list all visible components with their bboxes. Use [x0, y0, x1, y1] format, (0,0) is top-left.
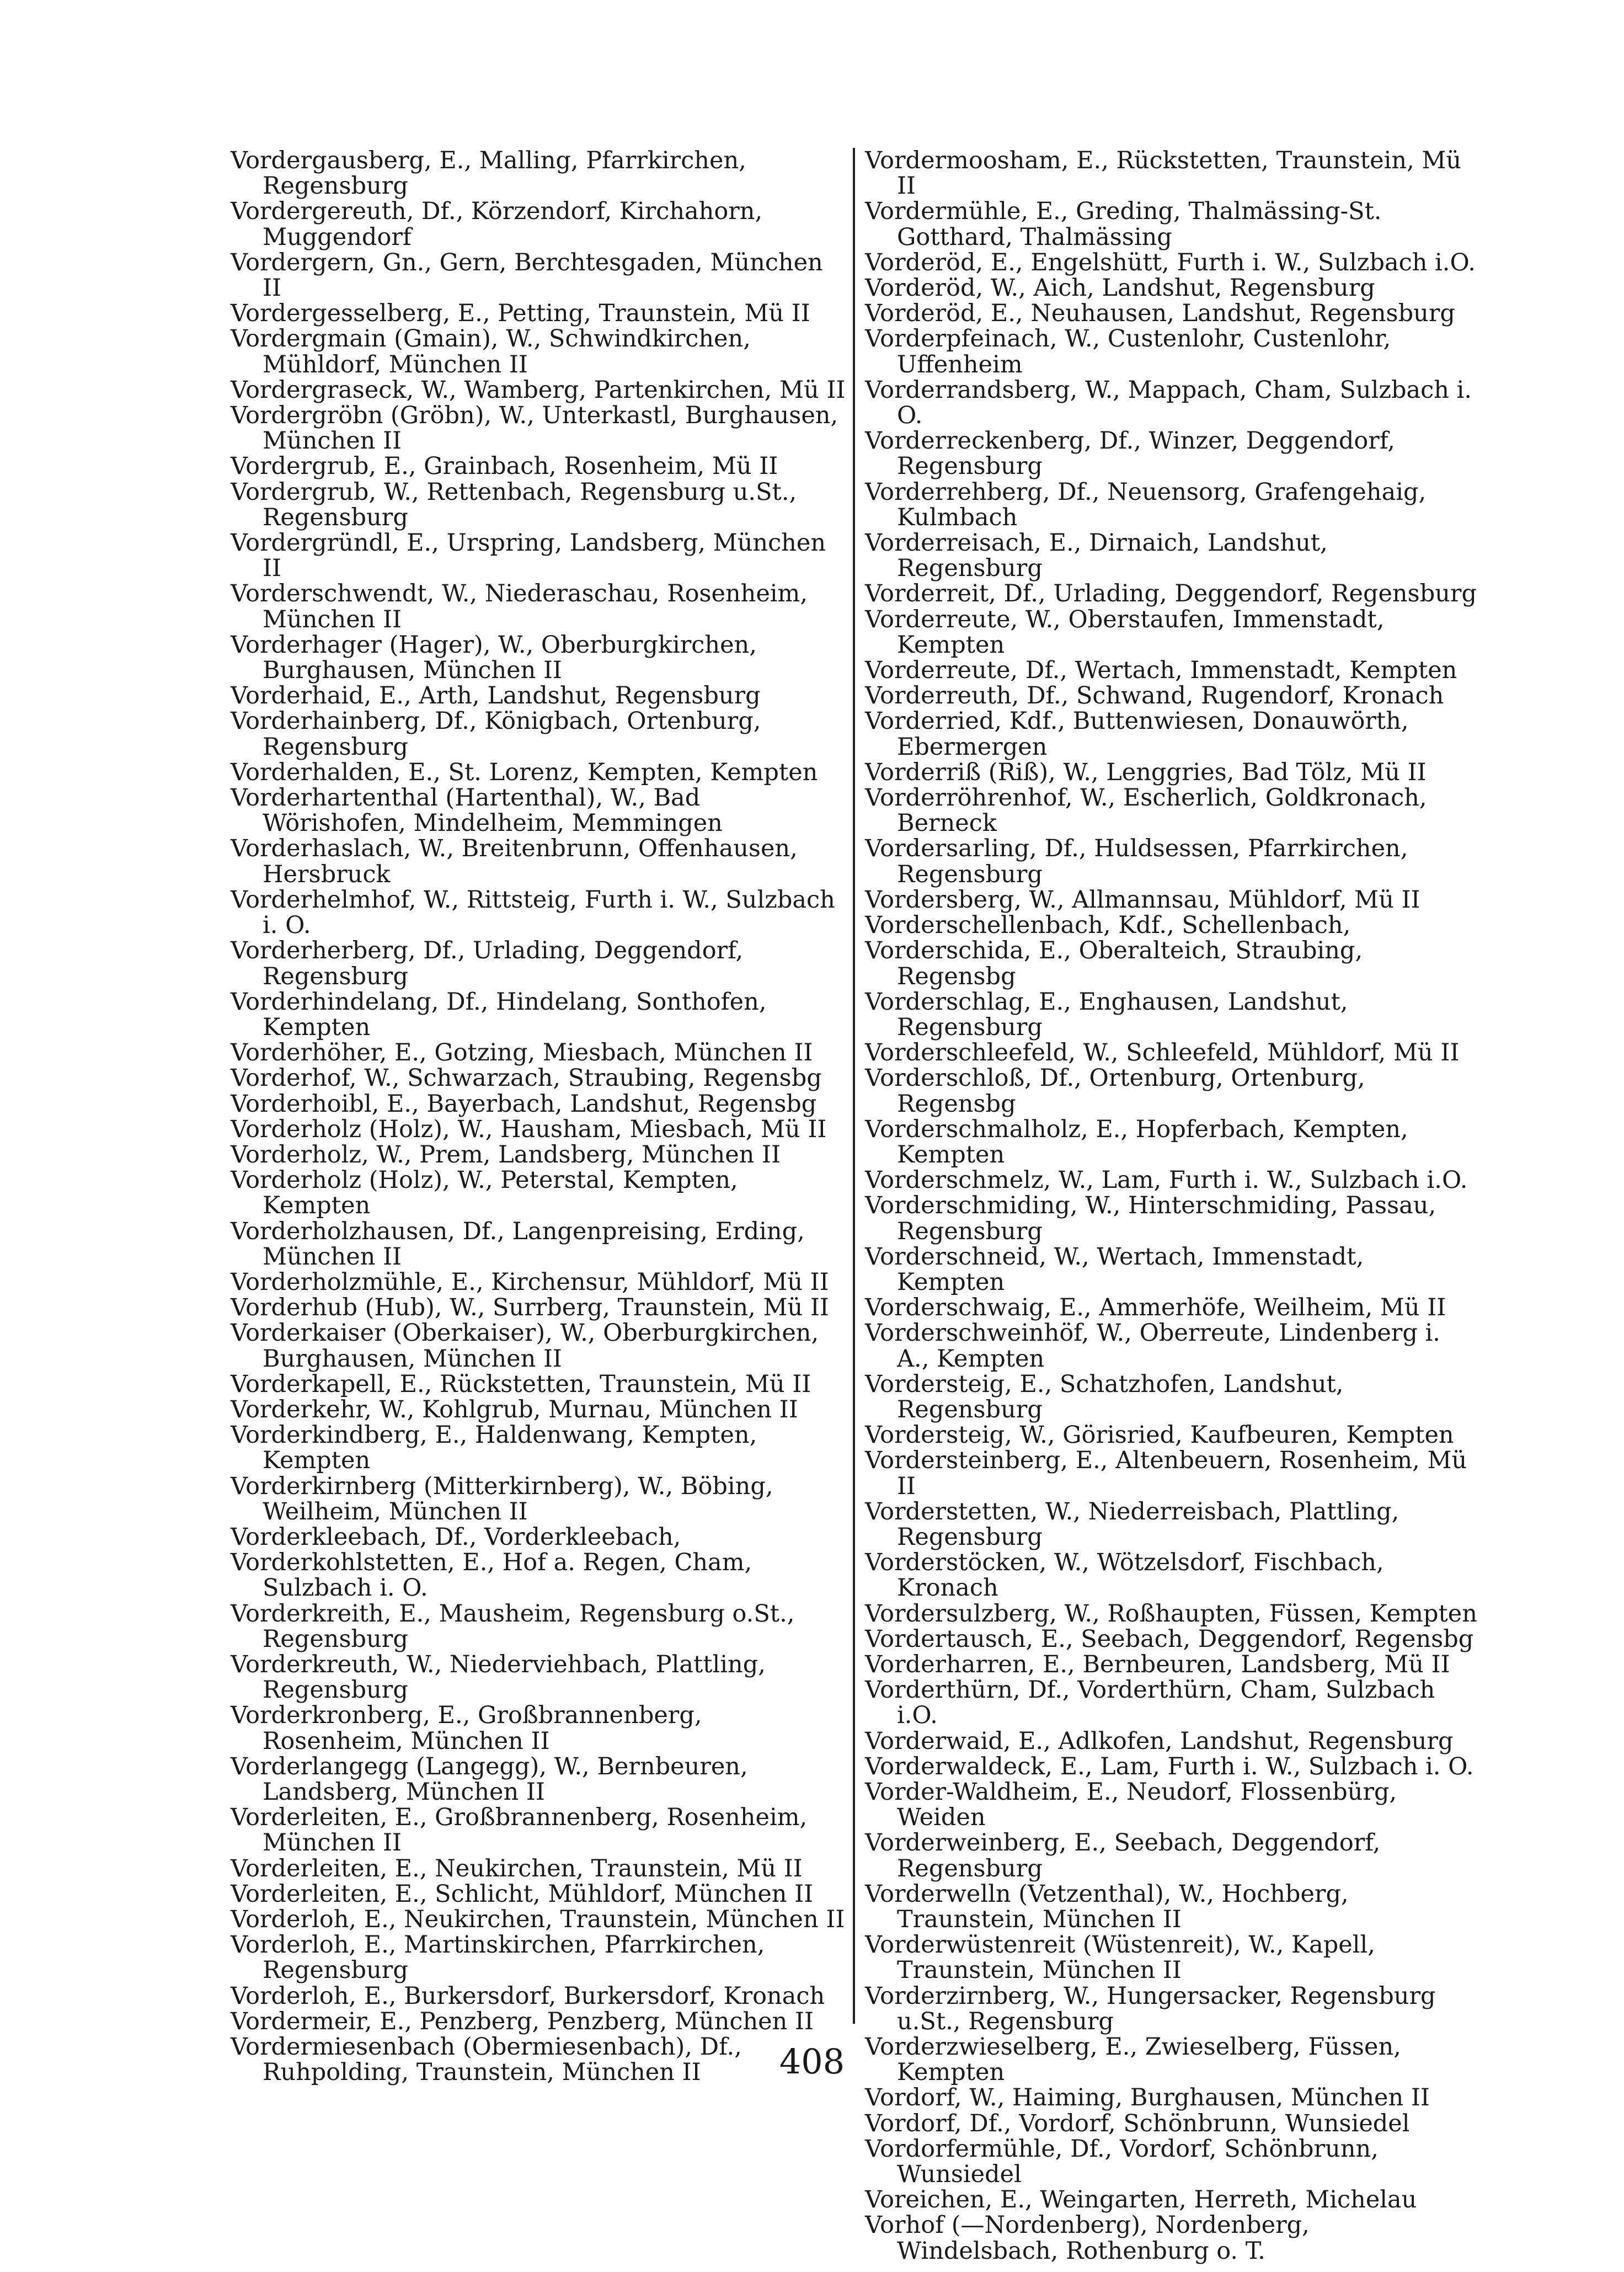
place-entry: Vorderpfeinach, W., Custenlohr, Custenlohr, Uffenheim: [865, 325, 1391, 378]
place-entry: Vorderschmiding, W., Hinterschmiding, Passau, Regensburg: [865, 1192, 1436, 1245]
place-entry: Vorderkleebach, Df., Vorderkleebach,: [231, 1523, 681, 1551]
place-entry: Vorderholz, W., Prem, Landsberg, München II: [231, 1140, 781, 1169]
place-entry: Vorderschellenbach, Kdf., Schellenbach,: [865, 911, 1351, 940]
place-entry: Vorhof (—Nordenberg), Nordenberg, Windelsbach, Rothenburg o. T.: [865, 2211, 1310, 2265]
place-entry: Vorderhoibl, E., Bayerbach, Landshut, Regensbg: [231, 1090, 817, 1118]
place-entry: Vordergrub, W., Rettenbach, Regensburg u.St., Regensburg: [231, 478, 797, 531]
place-entry: Vorderloh, E., Martinskirchen, Pfarrkirchen, Regensburg: [231, 1931, 765, 1985]
place-entry: Vorderkreuth, W., Niederviehbach, Plattling, Regensburg: [231, 1650, 766, 1704]
place-entry: Vorderschmalholz, E., Hopferbach, Kempten, Kempten: [865, 1115, 1408, 1169]
place-entry: Vorderwaid, E., Adlkofen, Landshut, Regensburg: [865, 1727, 1454, 1755]
place-entry: Vorderlangegg (Langegg), W., Bernbeuren, Landsberg, München II: [231, 1752, 748, 1806]
place-entry: Vorderwelln (Vetzenthal), W., Hochberg, Traunstein, München II: [865, 1880, 1349, 1934]
place-entry: Vorderzwieselberg, E., Zwieselberg, Füssen, Kempten: [865, 2033, 1401, 2087]
place-entry: Vorderschleefeld, W., Schleefeld, Mühldorf, Mü II: [865, 1039, 1460, 1067]
place-entry: Vorderhalden, E., St. Lorenz, Kempten, Kempten: [231, 758, 818, 786]
place-entry: Vorderhager (Hager), W., Oberburgkirchen, Burghausen, München II: [231, 631, 757, 685]
place-entry: Vorderrehberg, Df., Neuensorg, Grafengehaig, Kulmbach: [865, 478, 1427, 531]
place-entry: Vorderkaiser (Oberkaiser), W., Oberburgkirchen, Burghausen, München II: [231, 1319, 819, 1373]
place-entry: Vorderriß (Riß), W., Lenggries, Bad Tölz, Mü II: [865, 758, 1427, 786]
place-entry: Vorderkronberg, E., Großbrannenberg, Rosenheim, München II: [231, 1702, 702, 1755]
place-entry: Vordersulzberg, W., Roßhaupten, Füssen, Kempten: [865, 1599, 1477, 1628]
place-entry: Vorder-Waldheim, E., Neudorf, Flossenbürg, Weiden: [865, 1778, 1397, 1832]
place-entry: Vordorfermühle, Df., Vordorf, Schönbrunn, Wunsiedel: [865, 2135, 1379, 2189]
place-entry: Vordermoosham, E., Rückstetten, Traunstein, Mü II: [865, 147, 1462, 200]
place-entry: Vorderweinberg, E., Seebach, Deggendorf, Regensburg: [865, 1829, 1381, 1882]
place-entry: Vorderloh, E., Burkersdorf, Burkersdorf, Kronach: [231, 1982, 825, 2010]
right-column: [865, 148, 1477, 2264]
place-entry: Vorderholzmühle, E., Kirchensur, Mühldorf, Mü II: [231, 1268, 829, 1296]
place-entry: Vorderreute, W., Oberstaufen, Immenstadt, Kempten: [865, 605, 1385, 659]
place-entry: Vorderharren, E., Bernbeuren, Landsberg, Mü II: [865, 1650, 1450, 1678]
left-column: [231, 148, 847, 2085]
place-entry: Vordergereuth, Df., Körzendorf, Kirchahorn, Muggendorf: [231, 198, 763, 251]
place-entry: Vorderreute, Df., Wertach, Immenstadt, Kempten: [865, 657, 1457, 685]
place-entry: Vorderkapell, E., Rückstetten, Traunstein, Mü II: [231, 1370, 811, 1398]
place-entry: Vordersteig, W., Görisried, Kaufbeuren, Kempten: [865, 1421, 1454, 1449]
place-entry: Vordersteinberg, E., Altenbeuern, Rosenheim, Mü II: [865, 1447, 1467, 1500]
place-entry: Vorderholz (Holz), W., Hausham, Miesbach, Mü II: [231, 1115, 827, 1143]
place-entry: Vorderhelmhof, W., Rittsteig, Furth i. W., Sulzbach i. O.: [231, 886, 835, 940]
place-entry: Vorderhartenthal (Hartenthal), W., Bad Wörishofen, Mindelheim, Memmingen: [231, 784, 723, 838]
place-entry: Vorderkreith, E., Mausheim, Regensburg o.St., Regensburg: [231, 1599, 795, 1653]
place-entry: Vorderöd, W., Aich, Landshut, Regensburg: [865, 274, 1375, 302]
place-entry: Vordergesselberg, E., Petting, Traunstein, Mü II: [231, 300, 810, 328]
place-entry: Vorderrandsberg, W., Mappach, Cham, Sulzbach i. O.: [865, 376, 1472, 430]
place-entry: Vorderleiten, E., Großbrannenberg, Rosenheim, München II: [231, 1804, 808, 1857]
place-entry: Vorderholzhausen, Df., Langenpreising, Erding, München II: [231, 1217, 805, 1271]
column-divider: [853, 148, 855, 2024]
place-entry: Vorderloh, E., Neukirchen, Traunstein, München II: [231, 1906, 845, 1934]
place-entry: Vorderschmelz, W., Lam, Furth i. W., Sulzbach i.O.: [865, 1166, 1468, 1194]
place-entry: Vordersarling, Df., Huldsessen, Pfarrkirchen, Regensburg: [865, 835, 1408, 888]
place-entry: Vorderröhrenhof, W., Escherlich, Goldkronach, Berneck: [865, 784, 1427, 838]
place-entry: Vorderhöher, E., Gotzing, Miesbach, München II: [231, 1039, 813, 1067]
place-entry: Vordermiesenbach (Obermiesenbach), Df., Ruhpolding, Traunstein, München II: [231, 2033, 742, 2087]
place-entry: Vorderleiten, E., Neukirchen, Traunstein, Mü II: [231, 1854, 803, 1882]
page-number: 408: [779, 2041, 845, 2082]
place-entry: Vorderreckenberg, Df., Winzer, Deggendorf, Regensburg: [865, 427, 1395, 481]
place-entry: Vorderhaslach, W., Breitenbrunn, Offenhausen, Hersbruck: [231, 835, 798, 888]
place-entry: Vorderschwendt, W., Niederaschau, Rosenheim, München II: [231, 580, 808, 633]
place-entry: Vorderschweinhöf, W., Oberreute, Lindenberg i. A., Kempten: [865, 1319, 1440, 1373]
place-entry: Vorderreuth, Df., Schwand, Rugendorf, Kronach: [865, 682, 1444, 710]
place-entry: Vorderschlag, E., Enghausen, Landshut, Regensburg: [865, 988, 1348, 1041]
place-entry: Vordergmain (Gmain), W., Schwindkirchen, Mühldorf, München II: [231, 325, 751, 378]
place-entry: Vorderzirnberg, W., Hungersacker, Regensburg u.St., Regensburg: [865, 1982, 1436, 2035]
place-entry: Vorderschwaig, E., Ammerhöfe, Weilheim, Mü II: [865, 1294, 1446, 1322]
place-entry: Vordermühle, E., Greding, Thalmässing-St. Gotthard, Thalmässing: [865, 198, 1382, 251]
place-entry: Vorderschloß, Df., Ortenburg, Ortenburg, Regensbg: [865, 1064, 1365, 1118]
place-entry: Vorderhof, W., Schwarzach, Straubing, Regensbg: [231, 1064, 822, 1092]
place-entry: Vordergern, Gn., Gern, Berchtesgaden, München II: [231, 248, 823, 302]
place-entry: Vorderstöcken, W., Wötzelsdorf, Fischbach, Kronach: [865, 1549, 1384, 1602]
place-entry: Vordergraseck, W., Wamberg, Partenkirchen, Mü II: [231, 376, 846, 404]
place-entry: Vorderöd, E., Engelshütt, Furth i. W., Sulzbach i.O.: [865, 248, 1476, 276]
place-entry: Vorderschneid, W., Wertach, Immenstadt, Kempten: [865, 1242, 1364, 1296]
place-entry: Vorderreit, Df., Urlading, Deggendorf, Regensburg: [865, 580, 1477, 608]
place-entry: Vordergründl, E., Urspring, Landsberg, München II: [231, 529, 826, 583]
place-entry: Vorderhaid, E., Arth, Landshut, Regensburg: [231, 682, 761, 710]
place-entry: Vordersberg, W., Allmannsau, Mühldorf, Mü II: [865, 886, 1420, 914]
place-entry: Vordersteig, E., Schatzhofen, Landshut, Regensburg: [865, 1370, 1344, 1423]
place-entry: Vorderreisach, E., Dirnaich, Landshut, Regensburg: [865, 529, 1328, 583]
place-entry: Voreichen, E., Weingarten, Herreth, Michelau: [865, 2186, 1417, 2214]
place-entry: Vorderleiten, E., Schlicht, Mühldorf, München II: [231, 1880, 814, 1908]
place-entry: Vordorf, Df., Vordorf, Schönbrunn, Wunsiedel: [865, 2109, 1410, 2137]
place-entry: Vorderthürn, Df., Vorderthürn, Cham, Sulzbach i.O.: [865, 1676, 1435, 1730]
place-entry: Vorderhainberg, Df., Königbach, Ortenburg, Regensburg: [231, 707, 761, 761]
place-entry: Vordorf, W., Haiming, Burghausen, München II: [865, 2084, 1430, 2112]
place-entry: Vorderholz (Holz), W., Peterstal, Kempten, Kempten: [231, 1166, 738, 1220]
place-entry: Vordermeir, E., Penzberg, Penzberg, München II: [231, 2007, 814, 2035]
place-entry: Vorderwüstenreit (Wüstenreit), W., Kapell, Traunstein, München II: [865, 1931, 1375, 1985]
place-entry: Vorderöd, E., Neuhausen, Landshut, Regensburg: [865, 300, 1455, 328]
place-entry: Vordergausberg, E., Malling, Pfarrkirchen, Regensburg: [231, 147, 746, 200]
place-entry: Vorderhindelang, Df., Hindelang, Sonthofen, Kempten: [231, 988, 767, 1041]
place-entry: Vorderkindberg, E., Haldenwang, Kempten, Kempten: [231, 1421, 757, 1475]
place-entry: Vorderkirnberg (Mitterkirnberg), W., Böbing, Weilheim, München II: [231, 1472, 773, 1526]
place-entry: Vorderschida, E., Oberalteich, Straubing, Regensbg: [865, 937, 1363, 990]
place-entry: Vorderried, Kdf., Buttenwiesen, Donauwörth, Ebermergen: [865, 707, 1409, 761]
place-entry: Vorderhub (Hub), W., Surrberg, Traunstein, Mü II: [231, 1294, 829, 1322]
place-entry: Vordergröbn (Gröbn), W., Unterkastl, Burghausen, München II: [231, 402, 838, 455]
place-entry: Vorderwaldeck, E., Lam, Furth i. W., Sulzbach i. O.: [865, 1752, 1474, 1780]
place-entry: Vorderkohlstetten, E., Hof a. Regen, Cham, Sulzbach i. O.: [231, 1549, 752, 1602]
place-entry: Vordertausch, E., Seebach, Deggendorf, Regensbg: [865, 1625, 1474, 1653]
place-entry: Vorderstetten, W., Niederreisbach, Plattling, Regensburg: [865, 1497, 1399, 1551]
place-entry: Vorderkehr, W., Kohlgrub, Murnau, München II: [231, 1395, 798, 1423]
place-entry: Vorderherberg, Df., Urlading, Deggendorf, Regensburg: [231, 937, 744, 990]
place-entry: Vordergrub, E., Grainbach, Rosenheim, Mü II: [231, 452, 778, 481]
